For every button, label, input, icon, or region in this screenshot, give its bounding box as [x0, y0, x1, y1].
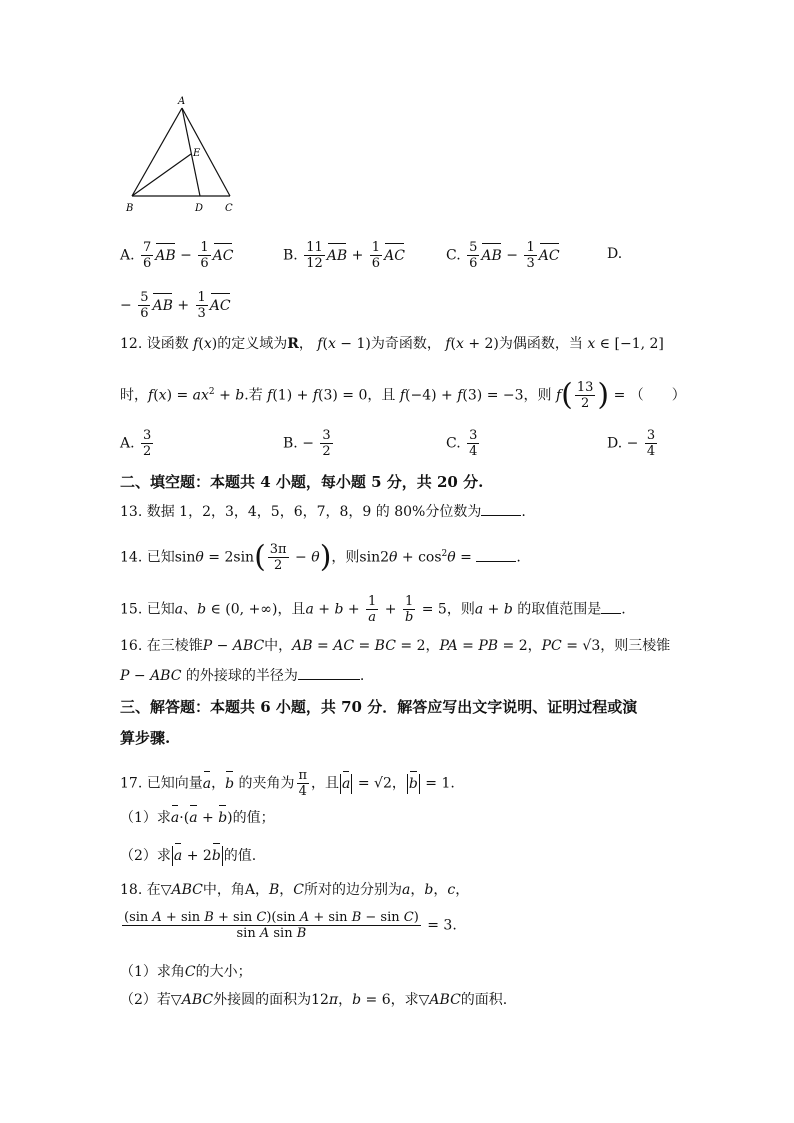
q17-part2: （2）求 a + 2b 的值. [120, 848, 257, 864]
edge-ac [182, 108, 230, 196]
q11-option-c: C. $\frac{5}{6}$ AB − $\frac{1}{3}$ AC [446, 240, 560, 271]
label-d: D [195, 203, 204, 214]
q13: 13. 数据 1，2，3，4，5，6，7，8，9 的 80%分位数为 . [120, 504, 526, 520]
q18-equation: $\frac{\text{(sin A + sin B + sin C)(sin A + sin B − sin C)}}{\text{sin A sin B}}$ = 3. [124, 910, 457, 941]
q17: 17. 已知向量a，b 的夹角为 $\frac{\pi}{4}$ ，且 a = √2， b = 1. [120, 768, 455, 799]
section3-heading-line2: 算步骤. [120, 729, 171, 747]
q12-option-d: D. − $\frac{3}{4}$ [607, 428, 656, 459]
edge-be [132, 154, 191, 196]
q16-line1: 16. 在三棱锥P − ABC中，AB = AC = BC = 2，PA = PB = 2，PC = √3，则三棱锥 [120, 638, 671, 654]
q14: 14. 已知sinθ = 2sin( $\frac{3\pi}{2}$ − θ)，则$\sin 2\theta + \cos^2\theta$ = . [120, 539, 521, 575]
label-b: B [126, 203, 134, 214]
q12-line2: 时，$f(x) = ax^2 + b$.若 f(1) + f(3) = 0，且 f(−4) + f(3) = −3，则 f( $\frac{13}{2}$ ) = （ ） [120, 377, 686, 413]
q12-option-c: C. $\frac{3}{4}$ [446, 428, 478, 459]
label-c: C [225, 203, 233, 214]
q18: 18. 在▽ABC中，角A，B，C所对的边分别为a，b，c， [120, 882, 470, 898]
q12-option-a: A. $\frac{3}{2}$ [120, 428, 152, 459]
edge-ab [132, 108, 182, 196]
q15: 15. 已知a、b ∈ (0, +∞)，且a + b + $\frac{1}{a}$ + $\frac{1}{b}$ = 5，则a + b 的取值范围是 . [120, 594, 626, 625]
section3-heading-line1: 三、解答题：本题共 6 小题，共 70 分．解答应写出文字说明、证明过程或演 [120, 698, 638, 716]
q17-part1: （1）求a·(a + b)的值； [120, 810, 275, 826]
q11-option-b: B. $\frac{11}{12}$ AB + $\frac{1}{6}$ AC [283, 240, 405, 271]
q12-line1: 12. 设函数 f(x)的定义域为R， f(x − 1)为奇函数， f(x + 2)为偶函数，当 x ∈ [−1, 2] [120, 336, 664, 352]
q18-part2: （2）若▽ABC外接圆的面积为12π，b = 6，求▽ABC的面积. [120, 992, 508, 1008]
triangle-figure [118, 94, 248, 220]
q16-line2: P − ABC 的外接球的半径为 . [120, 668, 365, 684]
section2-heading: 二、填空题：本题共 4 小题，每小题 5 分，共 20 分. [120, 473, 484, 491]
q18-part1: （1）求角C的大小； [120, 964, 252, 980]
label-a: A [178, 96, 186, 107]
q11-option-d-label: D. [607, 246, 623, 262]
q11-option-d: − $\frac{5}{6}$ AB + $\frac{1}{3}$ AC [120, 290, 231, 321]
label-e: E [193, 148, 201, 159]
q11-option-a: A. $\frac{7}{6}$ AB − $\frac{1}{6}$ AC [120, 240, 234, 271]
q12-option-b: B. − $\frac{3}{2}$ [283, 428, 331, 459]
